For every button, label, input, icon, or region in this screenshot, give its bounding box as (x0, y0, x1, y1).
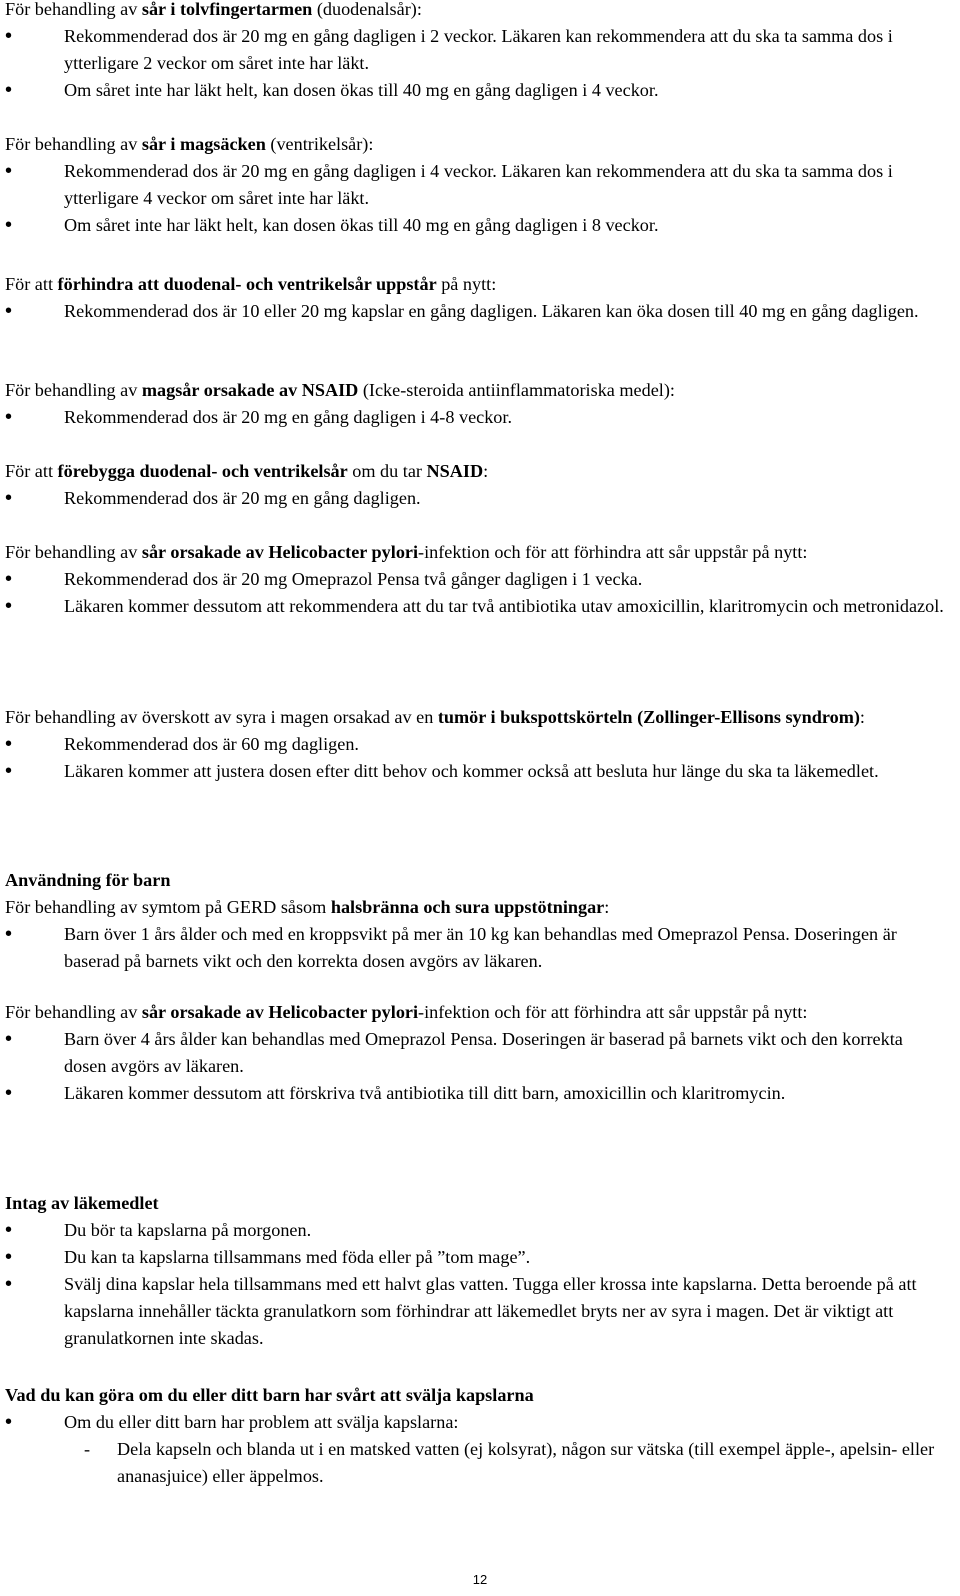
bullet-list (5, 566, 945, 620)
bullet-list (5, 485, 945, 512)
bullet-item: • Svälj dina kapslar hela tillsammans med ett halvt glas vatten. Tugga eller krossa inte kapslarna. Detta beroende på att kapslarna innehåller täckta granulatkorn som förhindrar att läkemedlet bryts ner av syra i magen. Det är viktigt att granulatkornen inte skadas. (5, 1271, 945, 1352)
intro-bold: sår orsakade av Helicobacter pylori (141, 1002, 419, 1022)
section-nsaid-prevention (5, 458, 945, 512)
intro-text: -infektion och för att förhindra att sår uppstår på nytt: (418, 542, 808, 562)
intro-text: om du tar (347, 461, 427, 481)
intro-text: För behandling av (5, 0, 142, 19)
dash-item: - Dela kapseln och blanda ut i en matsked vatten (ej kolsyrat), någon sur vätska (till exempel äpple-, apelsin- eller ananasjuice) eller äppelmos. (5, 1436, 945, 1490)
intro-text: För att (5, 461, 58, 481)
bullet-list (5, 23, 945, 104)
bullet-list (5, 1217, 945, 1352)
intro-text: För behandling av överskott av syra i magen orsakad av en (5, 707, 438, 727)
bullet-list (5, 1026, 945, 1107)
bullet-list (5, 298, 945, 325)
bullet-item: • Läkaren kommer att justera dosen efter ditt behov och kommer också att besluta hur länge du ska ta läkemedlet. (5, 758, 945, 785)
section-intro (5, 999, 945, 1026)
bullet-item: • Du bör ta kapslarna på morgonen. (5, 1217, 945, 1244)
bullet-item: • Läkaren kommer dessutom att förskriva två antibiotika till ditt barn, amoxicillin och klaritromycin. (5, 1080, 945, 1107)
bullet-item: • Om såret inte har läkt helt, kan dosen ökas till 40 mg en gång dagligen i 8 veckor. (5, 212, 945, 239)
intro-text: : (483, 461, 489, 481)
intro-text: För behandling av (5, 380, 142, 400)
section-intro (5, 894, 945, 921)
intro-text: på nytt: (436, 274, 497, 294)
section-heading: Användning för barn (5, 870, 171, 890)
section-intro (5, 704, 945, 731)
section-children-use (5, 867, 945, 975)
bullet-list (5, 158, 945, 239)
intro-text: : (859, 707, 865, 727)
intro-bold: förhindra att duodenal- och ventrikelsår uppstår (57, 274, 437, 294)
intro-text: För behandling av (5, 542, 142, 562)
intro-bold: magsår orsakade av NSAID (141, 380, 359, 400)
section-duodenal-ulcer (5, 0, 945, 104)
intro-bold: sår i tolvfingertarmen (141, 0, 313, 19)
bullet-list (5, 404, 945, 431)
intro-text: För behandling av symtom på GERD såsom (5, 897, 331, 917)
intro-bold: NSAID (426, 461, 484, 481)
bullet-list (5, 921, 945, 975)
section-helicobacter-adults (5, 539, 945, 620)
bullet-item: • Rekommenderad dos är 10 eller 20 mg kapslar en gång dagligen. Läkaren kan öka dosen till 40 mg en gång dagligen. (5, 298, 945, 325)
section-swallowing-difficulty (5, 1382, 945, 1490)
intro-bold: förebygga duodenal- och ventrikelsår (57, 461, 348, 481)
section-prevent-recurrence (5, 271, 945, 325)
intro-bold: halsbränna och sura uppstötningar (330, 897, 605, 917)
intro-text: (ventrikelsår): (265, 134, 374, 154)
bullet-item: • Du kan ta kapslarna tillsammans med föda eller på ”tom mage”. (5, 1244, 945, 1271)
intro-bold: sår orsakade av Helicobacter pylori (141, 542, 419, 562)
section-nsaid-ulcer (5, 377, 945, 431)
section-intro (5, 377, 945, 404)
section-zollinger-ellison (5, 704, 945, 785)
section-intro (5, 0, 945, 23)
section-gastric-ulcer (5, 131, 945, 239)
bullet-item: • Barn över 1 års ålder och med en kroppsvikt på mer än 10 kg kan behandlas med Omeprazol Pensa. Doseringen är baserad på barnets vikt och den korrekta dosen avgörs av läkaren. (5, 921, 945, 975)
intro-text: För behandling av (5, 134, 142, 154)
dash-list (5, 1436, 945, 1490)
bullet-list (5, 1409, 945, 1436)
bullet-item: • Rekommenderad dos är 60 mg dagligen. (5, 731, 945, 758)
intro-text: (Icke-steroida antiinflammatoriska medel): (358, 380, 675, 400)
section-intro (5, 131, 945, 158)
intro-bold: tumör i bukspottskörteln (Zollinger-Ellisons syndrom) (437, 707, 860, 727)
section-intro (5, 539, 945, 566)
bullet-item: • Rekommenderad dos är 20 mg en gång dagligen i 4 veckor. Läkaren kan rekommendera att du ska ta samma dos i ytterligare 4 veckor om såret inte har läkt. (5, 158, 945, 212)
bullet-item: • Rekommenderad dos är 20 mg en gång dagligen. (5, 485, 945, 512)
bullet-item: • Om du eller ditt barn har problem att svälja kapslarna: (5, 1409, 945, 1436)
section-heading: Intag av läkemedlet (5, 1193, 159, 1213)
intro-text: (duodenalsår): (312, 0, 422, 19)
intro-bold: sår i magsäcken (141, 134, 266, 154)
intro-text: För att (5, 274, 58, 294)
section-intro (5, 458, 945, 485)
section-intake (5, 1190, 945, 1352)
bullet-item: • Rekommenderad dos är 20 mg Omeprazol Pensa två gånger dagligen i 1 vecka. (5, 566, 945, 593)
intro-text: -infektion och för att förhindra att sår uppstår på nytt: (418, 1002, 808, 1022)
bullet-item: • Rekommenderad dos är 20 mg en gång dagligen i 4-8 veckor. (5, 404, 945, 431)
page-number: 12 (472, 1572, 488, 1587)
section-intro (5, 271, 945, 298)
section-heading: Vad du kan göra om du eller ditt barn har svårt att svälja kapslarna (5, 1385, 534, 1405)
intro-text: För behandling av (5, 1002, 142, 1022)
bullet-item: • Barn över 4 års ålder kan behandlas med Omeprazol Pensa. Doseringen är baserad på barnets vikt och den korrekta dosen avgörs av läkaren. (5, 1026, 945, 1080)
bullet-item: • Läkaren kommer dessutom att rekommendera att du tar två antibiotika utav amoxicillin, klaritromycin och metronidazol. (5, 593, 945, 620)
bullet-list (5, 731, 945, 785)
intro-text: : (604, 897, 610, 917)
section-helicobacter-children (5, 999, 945, 1107)
bullet-item: • Om såret inte har läkt helt, kan dosen ökas till 40 mg en gång dagligen i 4 veckor. (5, 77, 945, 104)
bullet-item: • Rekommenderad dos är 20 mg en gång dagligen i 2 veckor. Läkaren kan rekommendera att du ska ta samma dos i ytterligare 2 veckor om såret inte har läkt. (5, 23, 945, 77)
